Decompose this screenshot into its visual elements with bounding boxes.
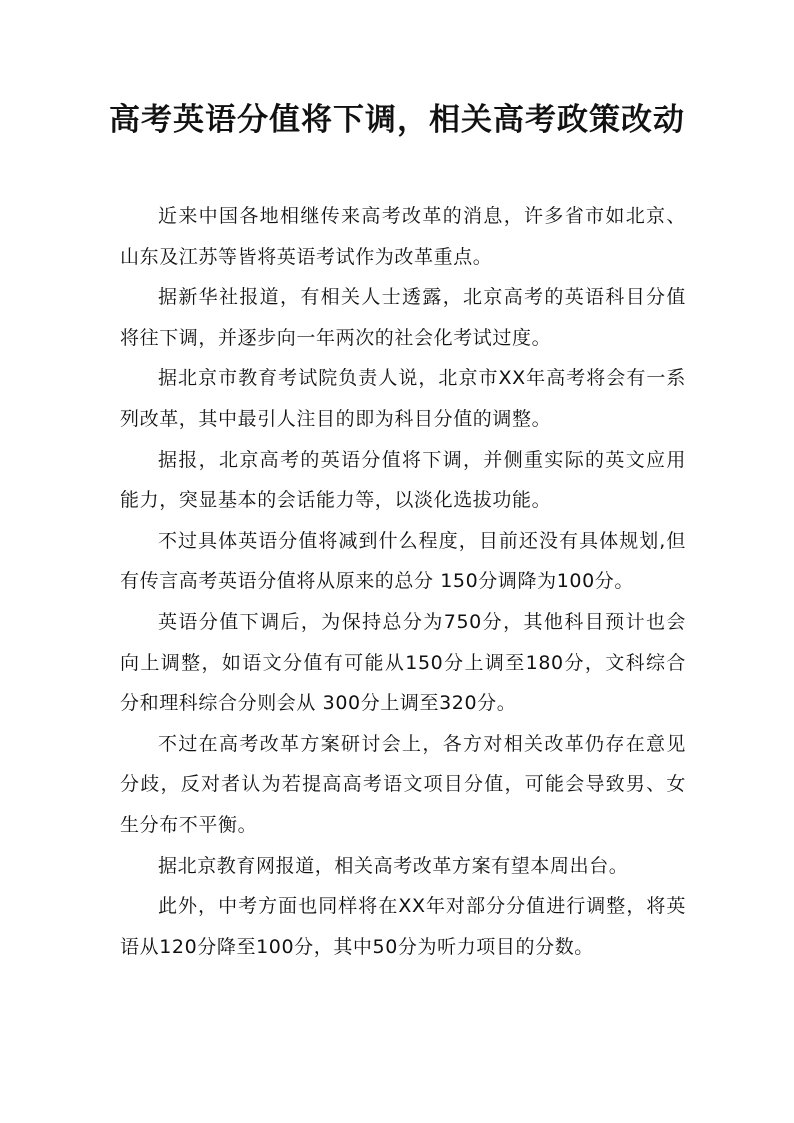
paragraph: 据新华社报道，有相关人士透露，北京高考的英语科目分值将往下调，并逐步向一年两次的社会化考试过度。 — [120, 286, 686, 349]
paragraph: 据北京市教育考试院负责人说，北京市XX年高考将会有一系列改革，其中最引人注目的即为科目分值的调整。 — [120, 367, 686, 430]
paragraph: 据报，北京高考的英语分值将下调，并侧重实际的英文应用能力，突显基本的会话能力等，以淡化选拔功能。 — [120, 448, 686, 512]
paragraph: 不过在高考改革方案研讨会上，各方对相关改革仍存在意见分歧，反对者认为若提高高考语文项目分值，可能会导致男、女生分布不平衡。 — [120, 732, 686, 836]
document-title: 高考英语分值将下调，相关高考政策改动 — [109, 102, 685, 138]
paragraph: 近来中国各地相继传来高考改革的消息，许多省市如北京、山东及江苏等皆将英语考试作为改革重点。 — [120, 205, 686, 268]
paragraph: 不过具体英语分值将减到什么程度，目前还没有具体规划,但有传言高考英语分值将从原来的总分 150分调降为100分。 — [120, 529, 686, 593]
paragraph: 此外，中考方面也同样将在XX年对部分分值进行调整，将英语从120分降至100分，其中50分为听力项目的分数。 — [120, 895, 686, 958]
document-body — [120, 196, 686, 967]
paragraph: 英语分值下调后，为保持总分为750分，其他科目预计也会向上调整，如语文分值有可能从150分上调至180分，文科综合分和理科综合分则会从 300分上调至320分。 — [120, 610, 686, 715]
paragraph: 据北京教育网报道，相关高考改革方案有望本周出台。 — [158, 854, 629, 877]
